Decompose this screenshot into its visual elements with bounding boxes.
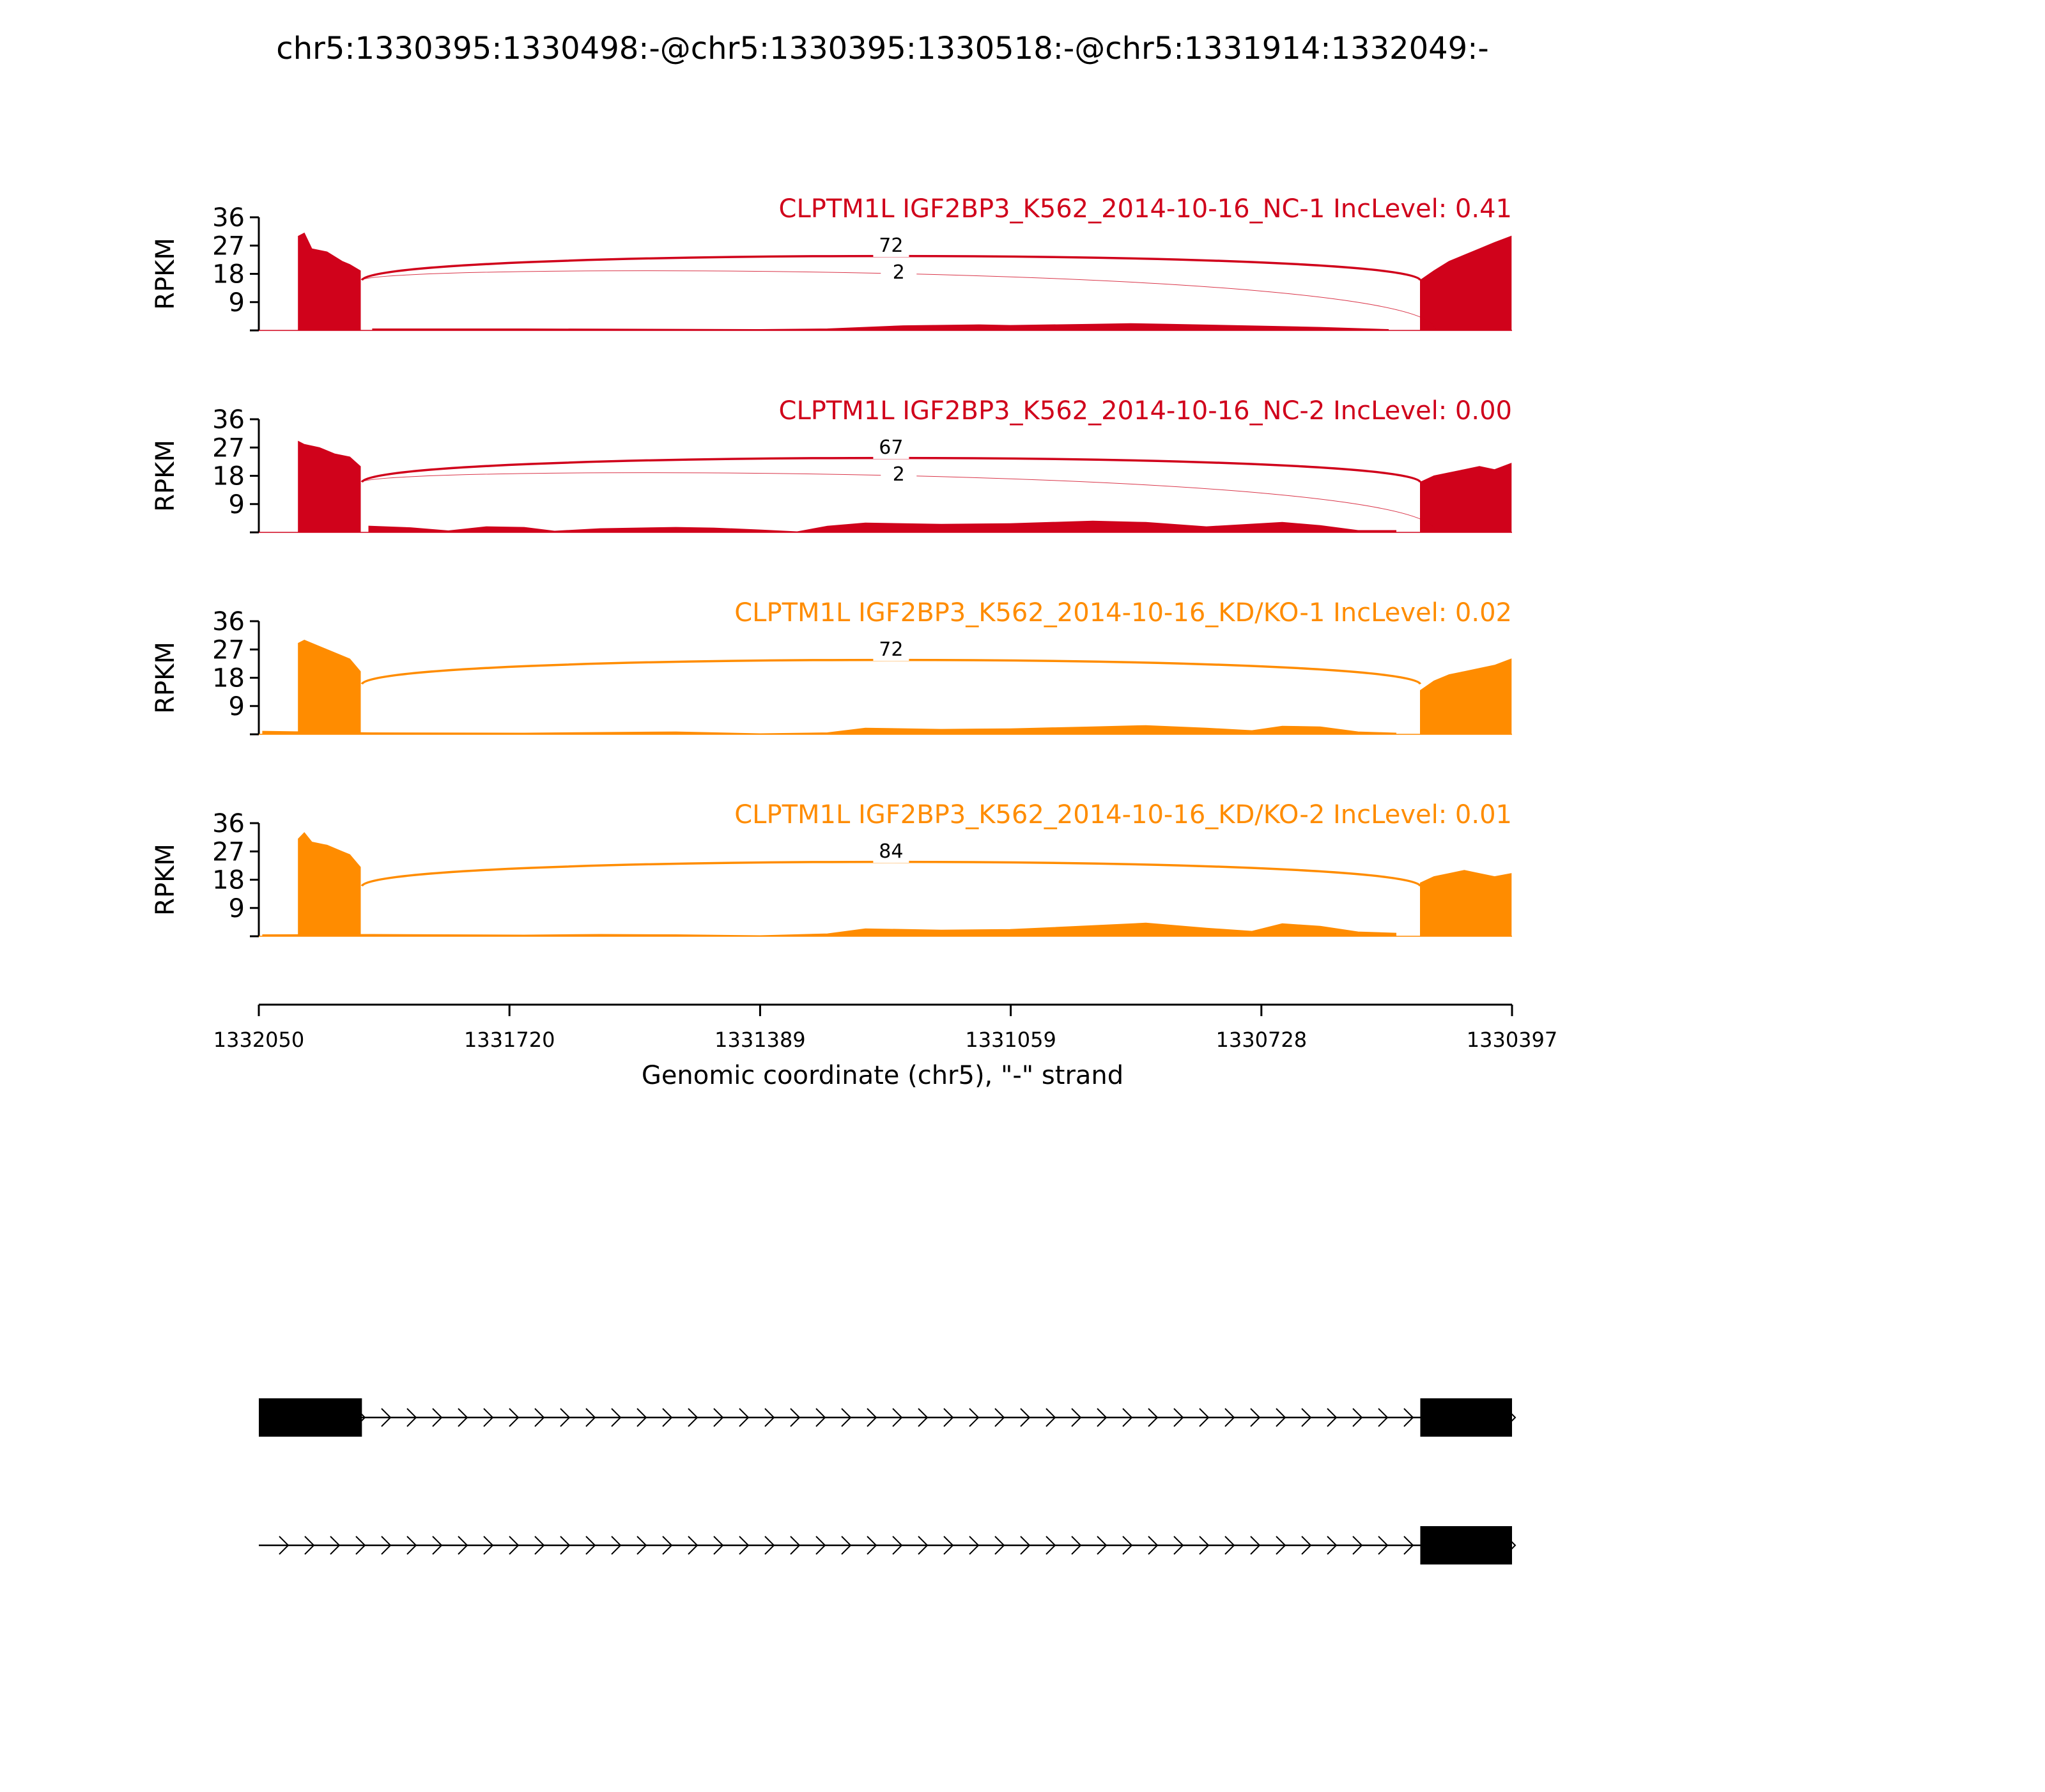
coverage-right-exon <box>1421 463 1511 532</box>
coverage-intron <box>373 323 1389 330</box>
junction-count: 72 <box>879 235 904 257</box>
x-axis-label: Genomic coordinate (chr5), "-" strand <box>641 1061 1124 1090</box>
gene-model <box>259 1398 1515 1564</box>
y-tick-label: 36 <box>212 405 245 435</box>
figure-title: chr5:1330395:1330498:-@chr5:1330395:1330518:-@chr5:1331914:1332049:- <box>276 31 1489 66</box>
y-tick-label: 36 <box>212 809 245 838</box>
y-tick-label: 27 <box>212 433 245 463</box>
coverage-intron <box>369 521 1396 532</box>
y-tick-label: 36 <box>212 607 245 637</box>
y-axis-label: RPKM <box>151 440 180 512</box>
y-tick-label: 27 <box>212 231 245 261</box>
y-axis-label: RPKM <box>151 844 180 916</box>
y-tick-label: 27 <box>212 635 245 665</box>
coverage-right-exon <box>1421 236 1511 331</box>
x-tick-label: 1331059 <box>965 1028 1056 1052</box>
y-axis-label: RPKM <box>151 642 180 714</box>
y-tick-label: 18 <box>212 865 245 895</box>
y-tick-label: 9 <box>228 288 245 318</box>
isoform-2 <box>259 1526 1515 1564</box>
coverage-left-exon <box>298 233 360 330</box>
junction-arc <box>362 660 1420 684</box>
junction-arc <box>362 862 1420 886</box>
y-tick-label: 36 <box>212 203 245 233</box>
junction-count: 2 <box>892 463 905 486</box>
isoform-1 <box>259 1398 1515 1437</box>
coverage-left-exon <box>298 441 360 532</box>
x-tick-label: 1330397 <box>1466 1028 1558 1052</box>
x-axis <box>213 1005 1558 1052</box>
exon-block <box>1420 1398 1512 1437</box>
junction-count: 72 <box>879 638 904 661</box>
track-3 <box>151 598 1512 734</box>
y-tick-label: 9 <box>228 691 245 722</box>
y-tick-label: 18 <box>212 663 245 693</box>
track-4 <box>151 800 1512 936</box>
track-label: CLPTM1L IGF2BP3_K562_2014-10-16_NC-1 IncLevel: 0.41 <box>778 194 1512 224</box>
x-tick-label: 1331720 <box>463 1028 555 1052</box>
coverage-right-exon <box>1421 870 1511 936</box>
coverage-left-exon <box>298 640 360 735</box>
x-tick-label: 1331389 <box>714 1028 806 1052</box>
track-1 <box>151 194 1512 330</box>
y-tick-label: 9 <box>228 490 245 520</box>
exon-block <box>259 1398 362 1437</box>
y-tick-label: 27 <box>212 837 245 867</box>
track-label: CLPTM1L IGF2BP3_K562_2014-10-16_KD/KO-1 IncLevel: 0.02 <box>734 598 1512 628</box>
x-tick-label: 1332050 <box>213 1028 305 1052</box>
coverage-left-exon <box>298 833 360 936</box>
y-axis-label: RPKM <box>151 238 180 310</box>
y-tick-label: 18 <box>212 259 245 290</box>
coverage-intron <box>263 725 1396 734</box>
junction-count: 2 <box>892 261 905 284</box>
y-tick-label: 18 <box>212 461 245 491</box>
track-2 <box>151 396 1512 532</box>
coverage-right-exon <box>1421 659 1511 734</box>
coverage-intron <box>263 923 1396 936</box>
coverage-tracks <box>151 194 1512 936</box>
exon-block <box>1420 1526 1512 1564</box>
junction-count: 67 <box>879 436 904 459</box>
track-label: CLPTM1L IGF2BP3_K562_2014-10-16_KD/KO-2 IncLevel: 0.01 <box>734 800 1512 830</box>
junction-count: 84 <box>879 840 904 863</box>
track-label: CLPTM1L IGF2BP3_K562_2014-10-16_NC-2 IncLevel: 0.00 <box>778 396 1512 426</box>
y-tick-label: 9 <box>228 893 245 923</box>
x-tick-label: 1330728 <box>1215 1028 1308 1052</box>
